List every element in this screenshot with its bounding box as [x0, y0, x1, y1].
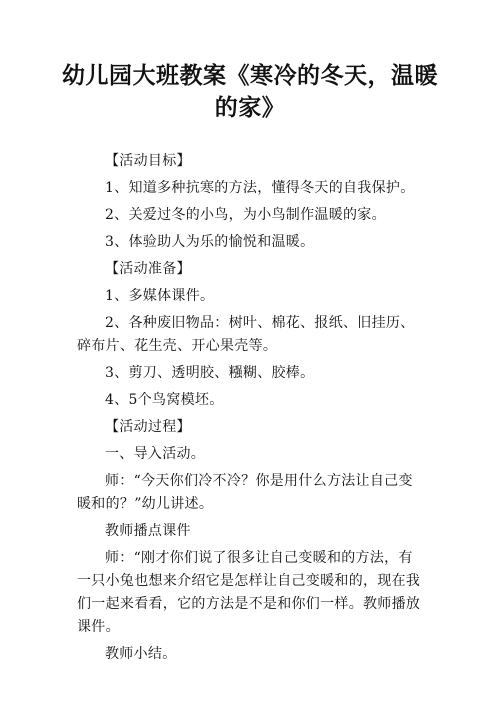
section-heading-goals: 【活动目标】 [105, 153, 191, 169]
paragraph: 2、关爱过冬的小鸟，为小鸟制作温暖的家。 [105, 207, 386, 223]
paragraph: 3、剪刀、透明胶、糨糊、胶棒。 [105, 365, 315, 381]
paragraph: 师：“刚才你们说了很多让自己变暖和的方法，有一只小兔也想来介绍它是怎样让自己变暖和的，现在我们一起来看看，它的方法是不是和你们一样。教师播放课件。 [77, 550, 421, 635]
paragraph: 师：“今天你们冷不冷？你是用什么方法让自己变暖和的？”幼儿讲述。 [77, 473, 413, 512]
paragraph: 一、导入活动。 [105, 446, 206, 462]
paragraph: 教师播点课件 [105, 523, 191, 539]
paragraph: 4、5个鸟窝模坯。 [105, 392, 224, 408]
paragraph: 2、各种废旧物品：树叶、棉花、报纸、旧挂历、碎布片、花生壳、开心果壳等。 [77, 315, 415, 354]
paragraph: 3、体验助人为乐的愉悦和温暖。 [105, 234, 315, 250]
paragraph: 教师小结。 [105, 646, 177, 662]
paragraph: 1、知道多种抗寒的方法，懂得冬天的自我保护。 [105, 180, 415, 196]
document-title: 幼儿园大班教案《寒冷的冬天，温暖的家》 [62, 63, 438, 121]
paragraph: 1、多媒体课件。 [105, 288, 215, 304]
section-heading-preparation: 【活动准备】 [105, 261, 191, 277]
document-body [77, 150, 427, 670]
section-heading-process: 【活动过程】 [105, 419, 191, 435]
